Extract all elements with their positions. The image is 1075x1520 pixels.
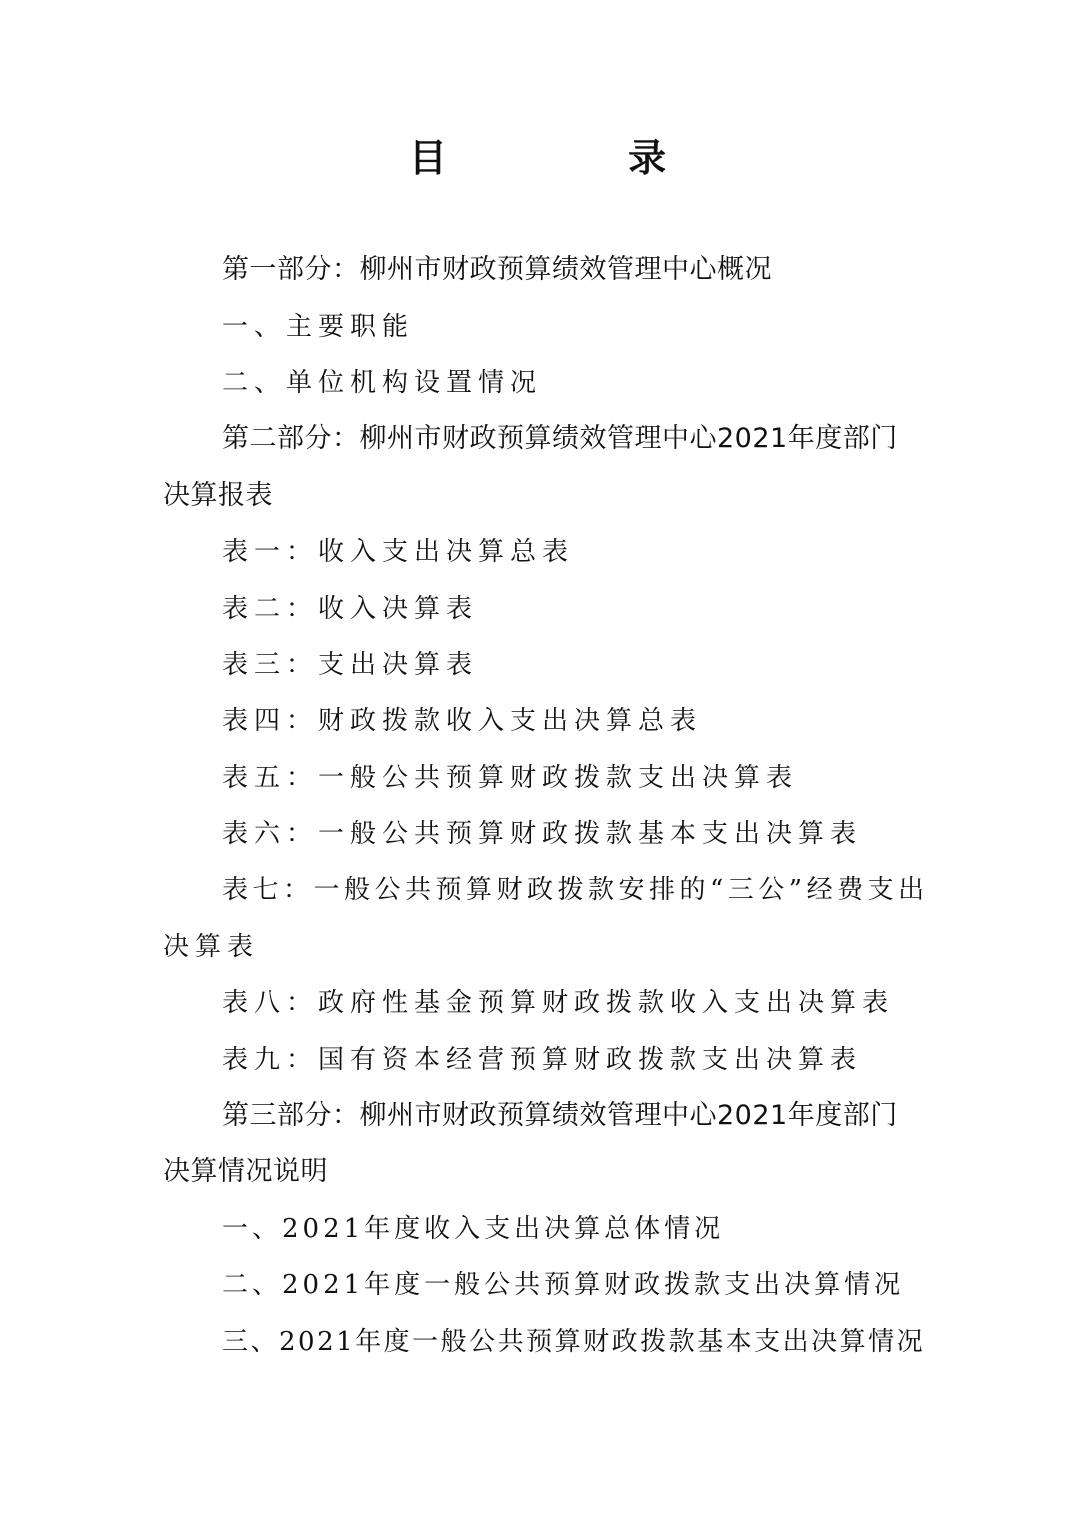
part1-item: 二、单位机构设置情况 [222,368,543,398]
toc-table-entry: 表九：国有资本经营预算财政拨款支出决算表 [222,1045,863,1075]
toc-title: 目 录 [408,136,751,180]
part1-heading: 第一部分：柳州市财政预算绩效管理中心概况 [222,254,772,285]
toc-table-entry: 表一：收入支出决算总表 [222,537,575,567]
part3-item: 一、2021年度收入支出决算总体情况 [222,1214,725,1244]
toc-table-entry: 表七：一般公共预算财政拨款安排的“三公”经费支出 [222,875,929,905]
part3-heading-continued: 决算情况说明 [163,1156,328,1187]
toc-table-entry: 表六：一般公共预算财政拨款基本支出决算表 [222,819,863,849]
part2-heading-continued: 决算报表 [163,480,273,511]
toc-table-entry: 表二：收入决算表 [222,594,479,624]
part3-item: 三、2021年度一般公共预算财政拨款基本支出决算情况 [222,1327,926,1357]
toc-table-entry: 表八：政府性基金预算财政拨款收入支出决算表 [222,988,895,1018]
part3-item: 二、2021年度一般公共预算财政拨款支出决算情况 [222,1270,905,1300]
toc-table-entry: 表三：支出决算表 [222,650,479,680]
part3-heading: 第三部分：柳州市财政预算绩效管理中心2021年度部门 [222,1100,898,1131]
toc-table-entry: 表四：财政拨款收入支出决算总表 [222,706,703,736]
part1-item: 一、主要职能 [222,312,415,342]
toc-table-entry: 表五：一般公共预算财政拨款支出决算表 [222,763,799,793]
part2-heading: 第二部分：柳州市财政预算绩效管理中心2021年度部门 [222,423,898,454]
toc-table-entry-continued: 决算表 [163,932,260,962]
